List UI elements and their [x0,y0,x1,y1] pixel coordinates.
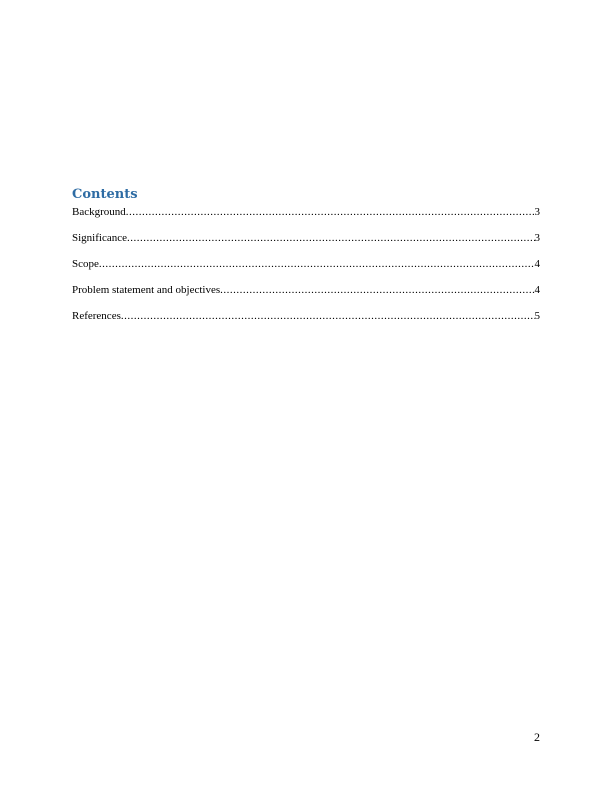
toc-entry-background[interactable] [72,206,540,219]
toc-entry-problem-statement[interactable] [72,284,540,297]
toc-entry-page: 4 [534,258,540,270]
toc-entry-title: References [72,310,121,322]
toc-entry-references[interactable] [72,310,540,323]
toc-entry-title: Scope [72,258,99,270]
toc-dot-leader [126,206,535,219]
toc-heading: Contents [72,187,138,202]
table-of-contents [72,186,540,336]
toc-entry-page: 3 [534,206,540,218]
toc-dot-leader [121,310,535,323]
toc-entry-page: 3 [534,232,540,244]
toc-entry-page: 4 [534,284,540,296]
toc-entry-title: Background [72,206,126,218]
toc-entry-page: 5 [534,310,540,322]
toc-entry-title: Significance [72,232,127,244]
page-number: 2 [534,730,540,744]
toc-dot-leader [220,284,534,297]
toc-entry-title: Problem statement and objectives [72,284,221,296]
toc-dot-leader [99,258,535,271]
toc-entry-scope[interactable] [72,258,540,271]
toc-dot-leader [127,232,535,245]
toc-entry-significance[interactable] [72,232,540,245]
